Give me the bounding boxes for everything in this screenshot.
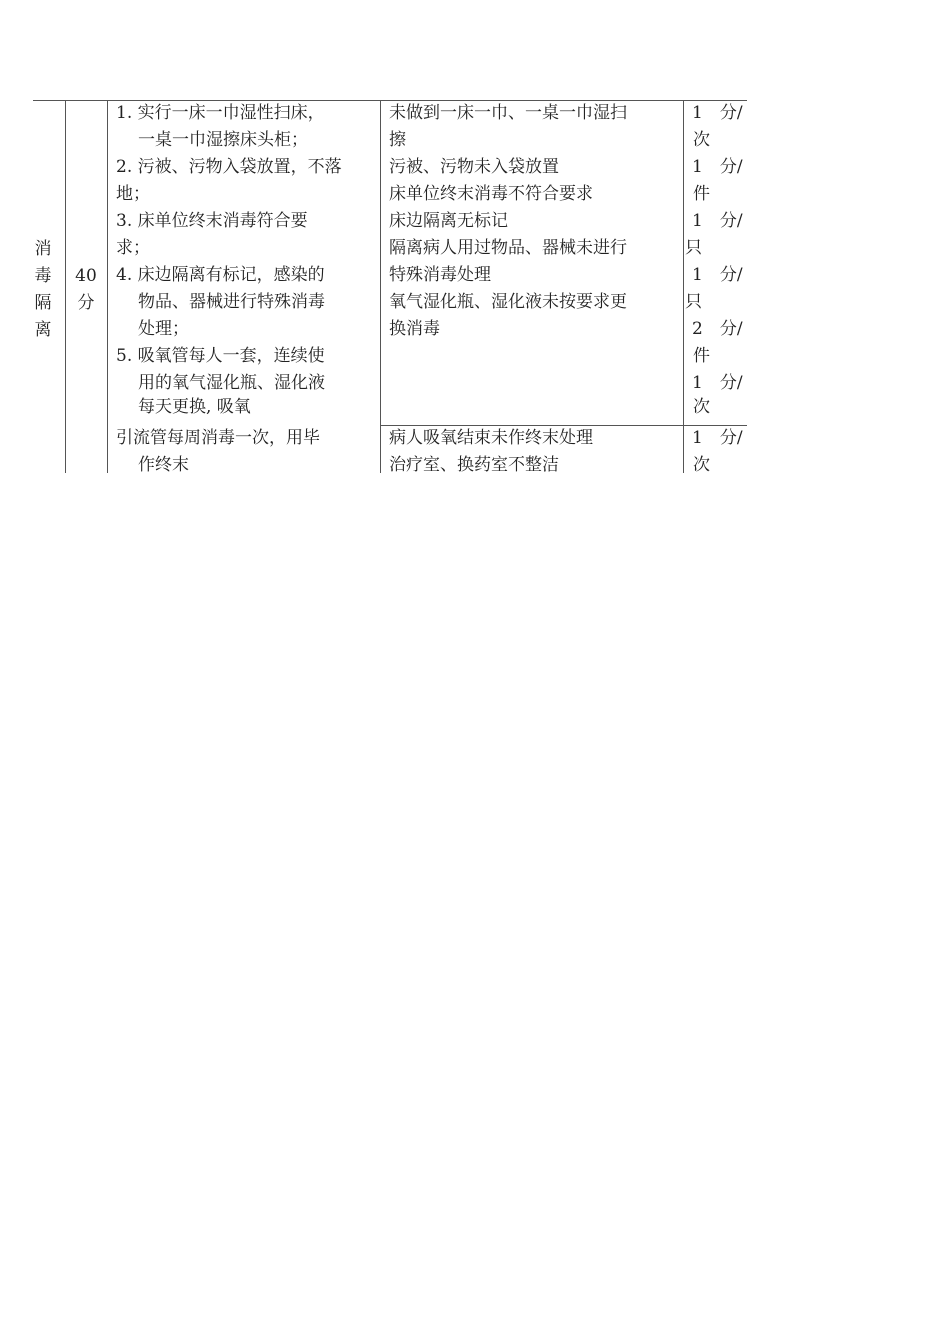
category-char: 隔	[34, 293, 52, 313]
deduction-line: 床边隔离无标记	[389, 211, 508, 231]
requirement-line: 作终末	[138, 455, 189, 475]
column-border	[65, 100, 66, 473]
deduction-line: 氧气湿化瓶、湿化液未按要求更	[389, 292, 627, 312]
score-label	[74, 263, 98, 317]
points-line: 件	[693, 184, 710, 204]
score-unit: 分	[77, 293, 95, 313]
requirement-line: 地；	[116, 184, 150, 204]
points-line: 只	[685, 292, 702, 312]
requirement-line: 3. 床单位终末消毒符合要	[116, 211, 308, 231]
deduction-line: 治疗室、换药室不整洁	[389, 455, 559, 475]
deduction-line: 污被、污物未入袋放置	[389, 157, 559, 177]
deduction-line: 特殊消毒处理	[389, 265, 491, 285]
column-border	[107, 100, 108, 473]
requirement-line: 1. 实行一床一巾湿性扫床，	[116, 103, 325, 123]
points-line: 1 分/	[692, 103, 743, 123]
requirement-line: 4. 床边隔离有标记，感染的	[116, 265, 325, 285]
points-line: 次	[693, 397, 710, 417]
points-line: 只	[685, 238, 702, 258]
requirement-line: 引流管每周消毒一次，用毕	[116, 428, 320, 448]
requirements-cell	[116, 100, 378, 473]
deductions-cell	[389, 100, 681, 473]
requirement-line: 用的氧气湿化瓶、湿化液	[138, 373, 325, 393]
category-label	[31, 236, 55, 344]
deduction-line: 隔离病人用过物品、器械未进行	[389, 238, 627, 258]
requirement-line: 物品、器械进行特殊消毒	[138, 292, 325, 312]
requirement-line: 一桌一巾湿擦床头柜；	[138, 130, 308, 150]
deduction-line: 未做到一床一巾、一桌一巾湿扫	[389, 103, 627, 123]
category-char: 消	[34, 239, 52, 259]
points-line: 1 分/	[692, 211, 743, 231]
requirement-line: 处理；	[138, 319, 189, 339]
deduction-line: 床单位终末消毒不符合要求	[389, 184, 593, 204]
points-line: 2 分/	[692, 319, 743, 339]
points-line: 1 分/	[692, 265, 743, 285]
deduction-line: 病人吸氧结束未作终末处理	[389, 428, 593, 448]
points-cell	[685, 100, 747, 473]
points-line: 次	[693, 455, 710, 475]
score-number: 40	[75, 266, 97, 286]
requirement-line: 2. 污被、污物入袋放置，不落	[116, 157, 342, 177]
points-line: 1 分/	[692, 373, 743, 393]
deduction-line: 擦	[389, 130, 406, 150]
column-border	[683, 100, 684, 473]
points-line: 次	[693, 130, 710, 150]
column-border	[380, 100, 381, 473]
points-line: 1 分/	[692, 157, 743, 177]
category-char: 离	[34, 320, 52, 340]
category-char: 毒	[34, 266, 52, 286]
points-line: 1 分/	[692, 428, 743, 448]
requirement-line: 5. 吸氧管每人一套，连续使	[116, 346, 325, 366]
requirement-line: 每天更换, 吸氧	[138, 397, 251, 417]
deduction-line: 换消毒	[389, 319, 440, 339]
points-line: 件	[693, 346, 710, 366]
requirement-line: 求；	[116, 238, 150, 258]
